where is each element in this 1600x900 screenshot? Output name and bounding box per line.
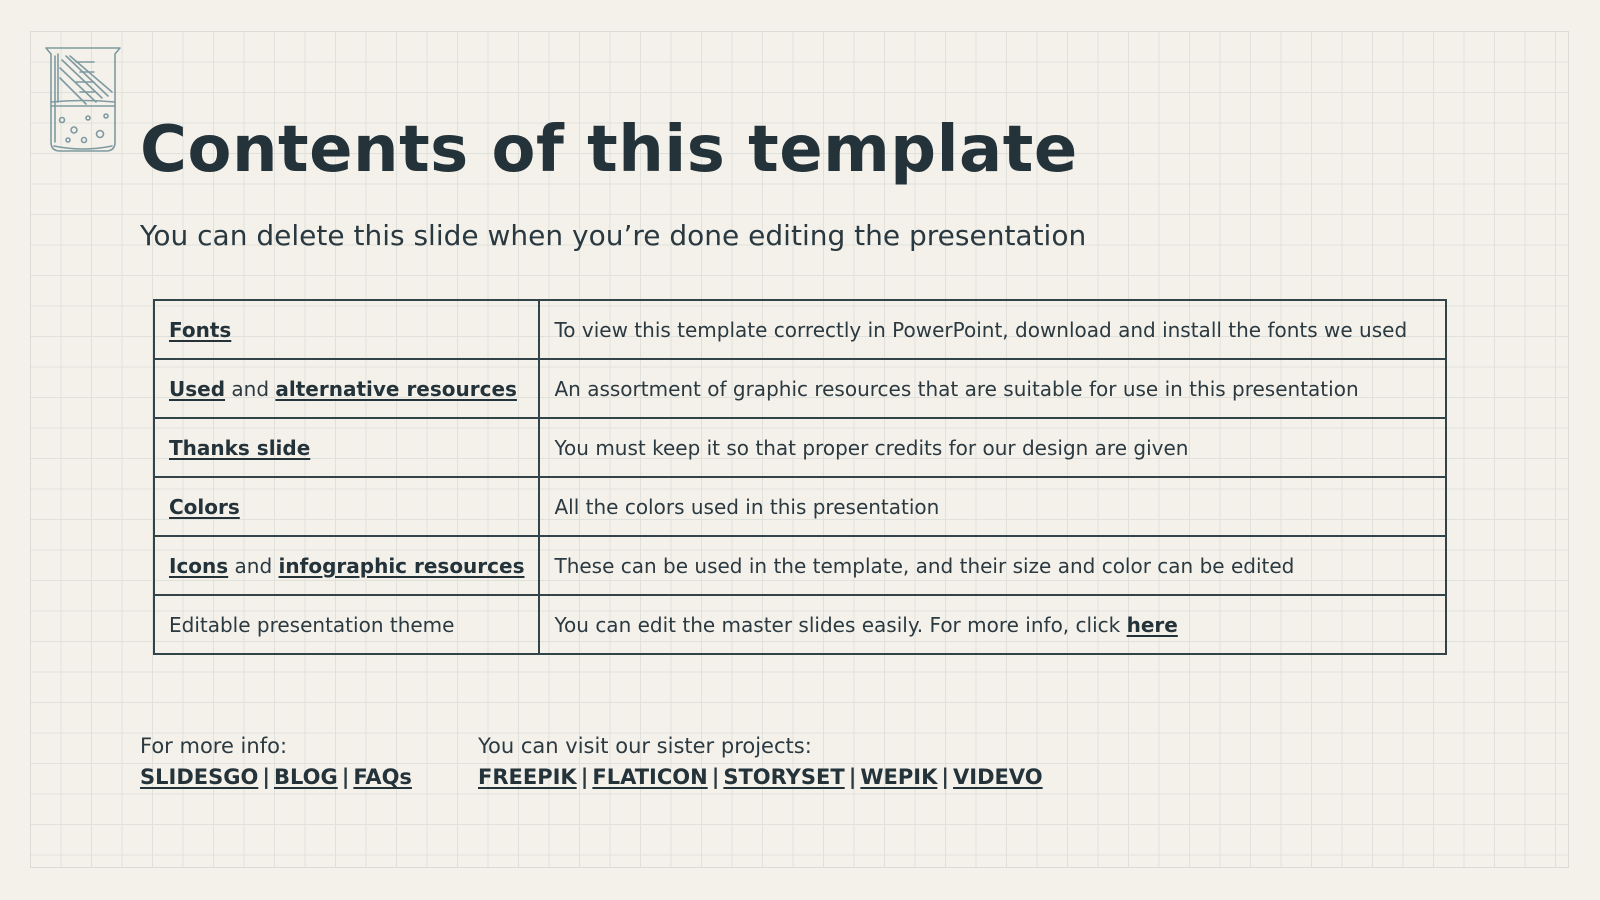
row-name-cell: Editable presentation theme — [154, 595, 539, 654]
blog-link[interactable]: BLOG — [273, 765, 338, 789]
sister-projects-block — [478, 731, 1043, 793]
table-row — [154, 477, 1446, 536]
separator: | — [341, 765, 350, 789]
icons-link[interactable]: Icons — [169, 553, 229, 578]
table-row — [154, 359, 1446, 418]
row-description-cell — [539, 595, 1446, 654]
sister-projects-label: You can visit our sister projects: — [478, 734, 812, 758]
separator: | — [262, 765, 270, 789]
table-row — [154, 418, 1446, 477]
row-description-cell: To view this template correctly in PowerPoint, download and install the fonts we used — [539, 300, 1446, 359]
thanks-slide-link[interactable]: Thanks slide — [169, 435, 311, 460]
row-name-cell — [154, 359, 539, 418]
storyset-link[interactable]: STORYSET — [723, 765, 845, 789]
freepik-link[interactable]: FREEPIK — [478, 765, 577, 789]
row-name-cell — [154, 477, 539, 536]
colors-link[interactable]: Colors — [169, 494, 240, 519]
faqs-link[interactable]: FAQs — [353, 765, 412, 789]
row-description-cell: You must keep it so that proper credits for our design are given — [539, 418, 1446, 477]
row-name-cell — [154, 300, 539, 359]
here-link[interactable]: here — [1126, 612, 1178, 637]
row-name-cell — [154, 418, 539, 477]
sister-projects-links — [478, 762, 1043, 793]
page-title: Contents of this template — [140, 113, 1078, 187]
table-row — [154, 300, 1446, 359]
wepik-link[interactable]: WEPIK — [860, 765, 938, 789]
fonts-link[interactable]: Fonts — [169, 317, 232, 342]
slidesgo-link[interactable]: SLIDESGO — [140, 765, 259, 789]
joiner-text: and — [234, 553, 273, 578]
description-text: You can edit the master slides easily. For more info, click — [554, 612, 1121, 637]
contents-table — [153, 299, 1447, 655]
row-description-cell: All the colors used in this presentation — [539, 477, 1446, 536]
more-info-links — [140, 762, 412, 793]
alternative-resources-link[interactable]: alternative resources — [275, 376, 517, 401]
separator: | — [941, 765, 950, 789]
table-row — [154, 536, 1446, 595]
row-name-cell — [154, 536, 539, 595]
infographic-resources-link[interactable]: infographic resources — [278, 553, 525, 578]
beaker-icon — [42, 42, 126, 157]
row-description-cell: These can be used in the template, and their size and color can be edited — [539, 536, 1446, 595]
videvo-link[interactable]: VIDEVO — [953, 765, 1043, 789]
joiner-text: and — [231, 376, 270, 401]
page-subtitle: You can delete this slide when you’re done editing the presentation — [140, 219, 1087, 252]
more-info-block — [140, 731, 412, 793]
separator: | — [848, 765, 857, 789]
row-description-cell: An assortment of graphic resources that are suitable for use in this presentation — [539, 359, 1446, 418]
flaticon-link[interactable]: FLATICON — [592, 765, 708, 789]
more-info-label: For more info: — [140, 734, 288, 758]
table-row — [154, 595, 1446, 654]
separator: | — [711, 765, 720, 789]
used-resources-link[interactable]: Used — [169, 376, 226, 401]
separator: | — [580, 765, 589, 789]
